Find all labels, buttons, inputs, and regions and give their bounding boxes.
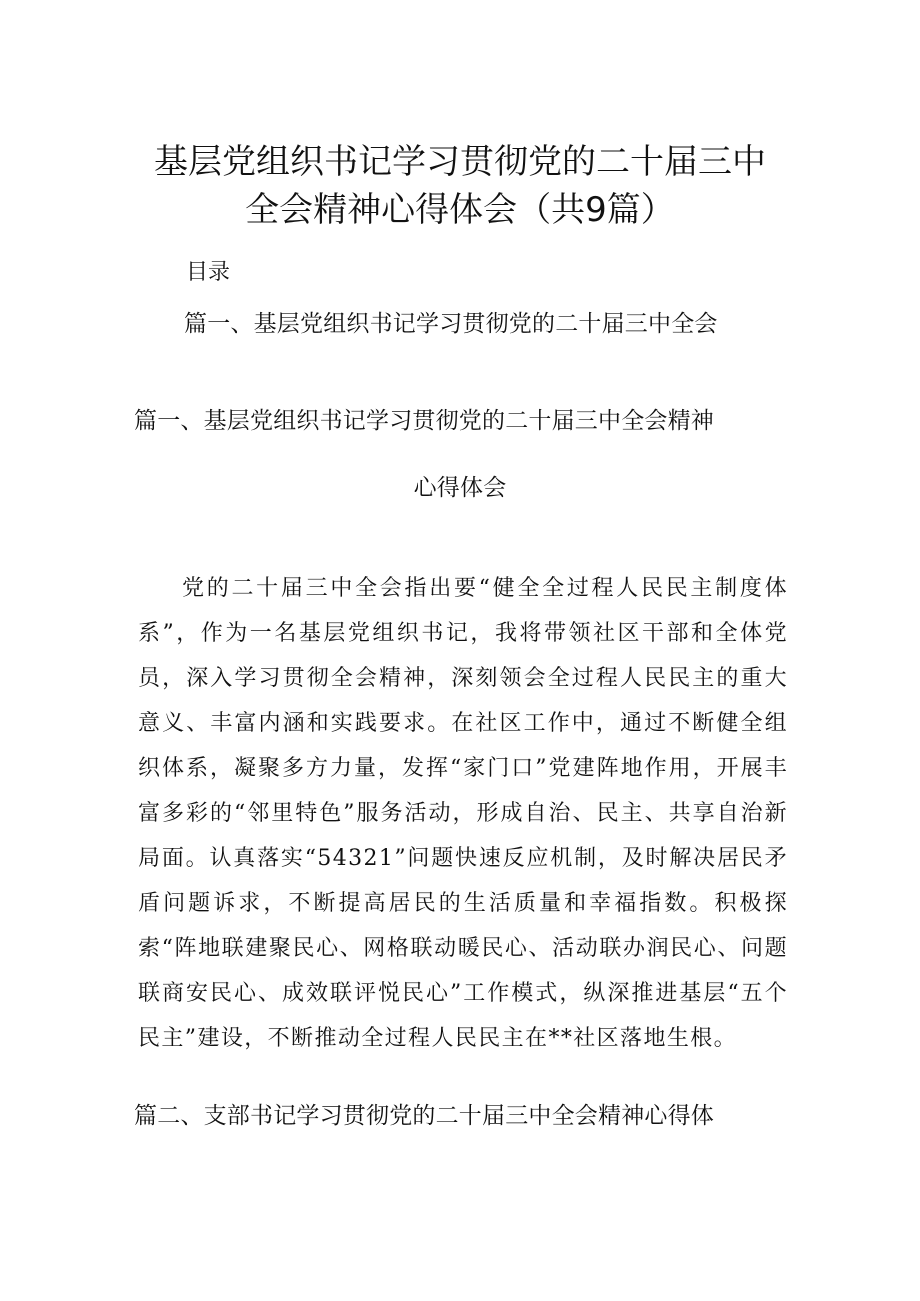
section-1-heading-line-1: 篇一、基层党组织书记学习贯彻党的二十届三中全会精神 bbox=[134, 408, 714, 434]
section-2-heading: 篇二、支部书记学习贯彻党的二十届三中全会精神心得体 bbox=[134, 1103, 714, 1129]
toc-entry-1[interactable]: 篇一、基层党组织书记学习贯彻党的二十届三中全会 bbox=[184, 311, 718, 337]
table-of-contents-label: 目录 bbox=[186, 260, 231, 285]
section-1-heading-line-2: 心得体会 bbox=[413, 475, 507, 501]
document-title-line-1: 基层党组织书记学习贯彻党的二十届三中 bbox=[154, 142, 766, 182]
section-1-body-paragraph: 党的二十届三中全会指出要“健全全过程人民民主制度体系”，作为一名基层党组织书记，我将带领社区干部和全体党员，深入学习贯彻全会精神，深刻领会全过程人民民主的重大意义、丰富内涵和实践要求。在社区工作中，通过不断健全组织体系，凝聚多方力量，发挥“家门口”党建阵地作用，开展丰富多彩的“邻里特色”服务活动，形成自治、民主、共享自治新局面。认真落实“54321”问题快速反应机制，及时解决居民矛盾问题诉求，不断提高居民的生活质量和幸福指数。积极探索“阵地联建聚民心、网格联动暖民心、活动联办润民心、问题联商安民心、成效联评悦民心”工作模式，纵深推进基层“五个民主”建设，不断推动全过程人民民主在**社区落地生根。 bbox=[138, 576, 788, 1051]
document-title-line-2: 全会精神心得体会（共9篇） bbox=[245, 190, 675, 230]
